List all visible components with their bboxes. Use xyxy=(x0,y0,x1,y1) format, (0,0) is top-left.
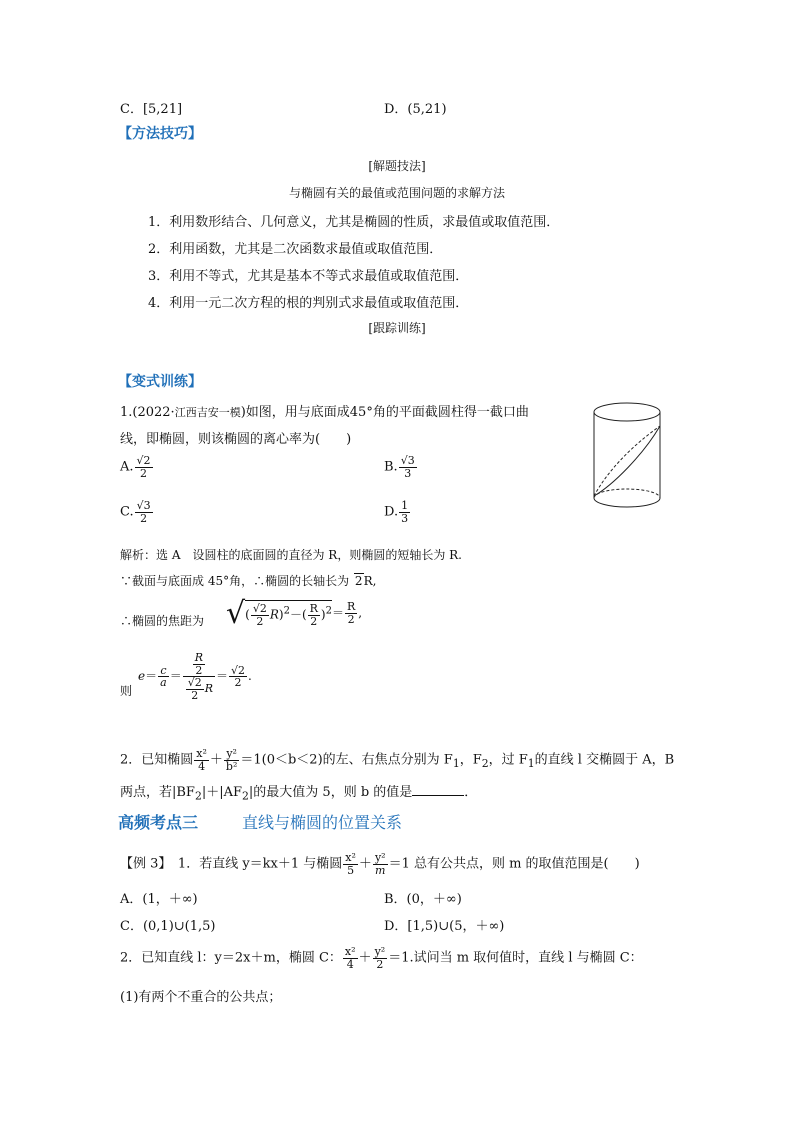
eccentricity-formula: e＝ $\frac{c}{a}$ ＝ $\frac{R}{2}$ $\frac{√2}{2}$ R ＝ $\frac{√2}{2}$ . xyxy=(138,651,252,702)
question-2-line-2: 两点，若$|BF_2|+|AF_2|$的最大值为 5，则 b 的值是 ． xyxy=(120,785,478,803)
method-item-3: 3．利用不等式，尤其是基本不等式求最值或取值范围． xyxy=(148,269,469,284)
example-3-option-d: D．[1,5)∪(5，＋∞) xyxy=(384,919,505,934)
tag-solving-method: [解题技法] xyxy=(368,159,426,173)
question-1-line-1: 1.(2022·江西吉安一模)如图，用与底面成45°角的平面截圆柱得一截口曲 xyxy=(120,405,529,420)
focal-distance-formula: √( $\frac{√2}{2}$ R)$^2$－( $\frac{R}{2}$ )$^2$＝ $\frac{R}{2}$ , xyxy=(226,596,363,631)
choice-a: A. $\frac{√2}{2}$ xyxy=(120,454,151,480)
solution-line-4: 则 xyxy=(120,684,133,698)
question-2-line-1: 2．已知椭圆 $\frac{\text{x²}}{4}$ ＋ $\frac{\text{y²}}{\text{b²}}$ ＝1(0＜b＜2)的左、右焦点分别为 $F_1$，$F_2$，过 $F_1$的直线 l 交椭圆于 A，B xyxy=(120,747,675,773)
example-3-question-1: 【例 3】 1．若直线 y＝kx＋1 与椭圆 $\frac{\text{x²}}{5}$ ＋ $\frac{\text{y²}}{m}$ ＝1 总有公共点，则 m 的取值范围是( ) xyxy=(120,851,640,877)
question-1-line-2: 线，即椭圆，则该椭圆的离心率为( ) xyxy=(120,432,352,447)
method-heading: 【方法技巧】 xyxy=(118,126,202,142)
method-item-2: 2．利用函数，尤其是二次函数求最值或取值范围． xyxy=(148,242,443,257)
example-3-option-c: C．(0,1)∪(1,5) xyxy=(120,919,216,934)
example-3-option-a: A．(1，＋∞) xyxy=(120,892,198,907)
choice-d: D. $\frac{1}{3}$ xyxy=(384,499,409,525)
option-d: D．(5,21) xyxy=(384,102,447,117)
variant-heading: 【变式训练】 xyxy=(118,374,202,390)
section-title: 直线与椭圆的位置关系 xyxy=(242,813,403,832)
method-title: 与椭圆有关的最值或范围问题的求解方法 xyxy=(288,186,505,200)
example-3-question-2: 2．已知直线 l：y＝2x＋m，椭圆 C： $\frac{\text{x²}}{4}$ ＋ $\frac{\text{y²}}{2}$ ＝1.试问当 m 取何值时，直线 l 与椭圆 C： xyxy=(120,945,643,971)
section-number: 高频考点三 xyxy=(118,813,199,832)
cylinder-figure xyxy=(588,400,666,512)
answer-blank[interactable] xyxy=(412,783,464,796)
method-item-1: 1．利用数形结合、几何意义，尤其是椭圆的性质，求最值或取值范围． xyxy=(148,215,560,230)
option-c: C．[5,21] xyxy=(120,102,183,117)
choice-b: B. $\frac{√3}{3}$ xyxy=(384,454,415,480)
example-3-subquestion-1: (1)有两个不重合的公共点； xyxy=(120,990,282,1005)
choice-c: C. $\frac{√3}{2}$ xyxy=(120,499,151,525)
tag-tracking-training: [跟踪训练] xyxy=(368,321,426,335)
solution-line-1: 解析：选 A 设圆柱的底面圆的直径为 R，则椭圆的短轴长为 R. xyxy=(120,548,462,562)
example-3-option-b: B．(0，＋∞) xyxy=(384,892,462,907)
method-item-4: 4．利用一元二次方程的根的判别式求最值或取值范围． xyxy=(148,296,469,311)
solution-line-2: ∵截面与底面成 45°角，∴椭圆的长轴长为 2R, xyxy=(120,574,377,588)
solution-line-3: ∴椭圆的焦距为 xyxy=(120,614,205,628)
